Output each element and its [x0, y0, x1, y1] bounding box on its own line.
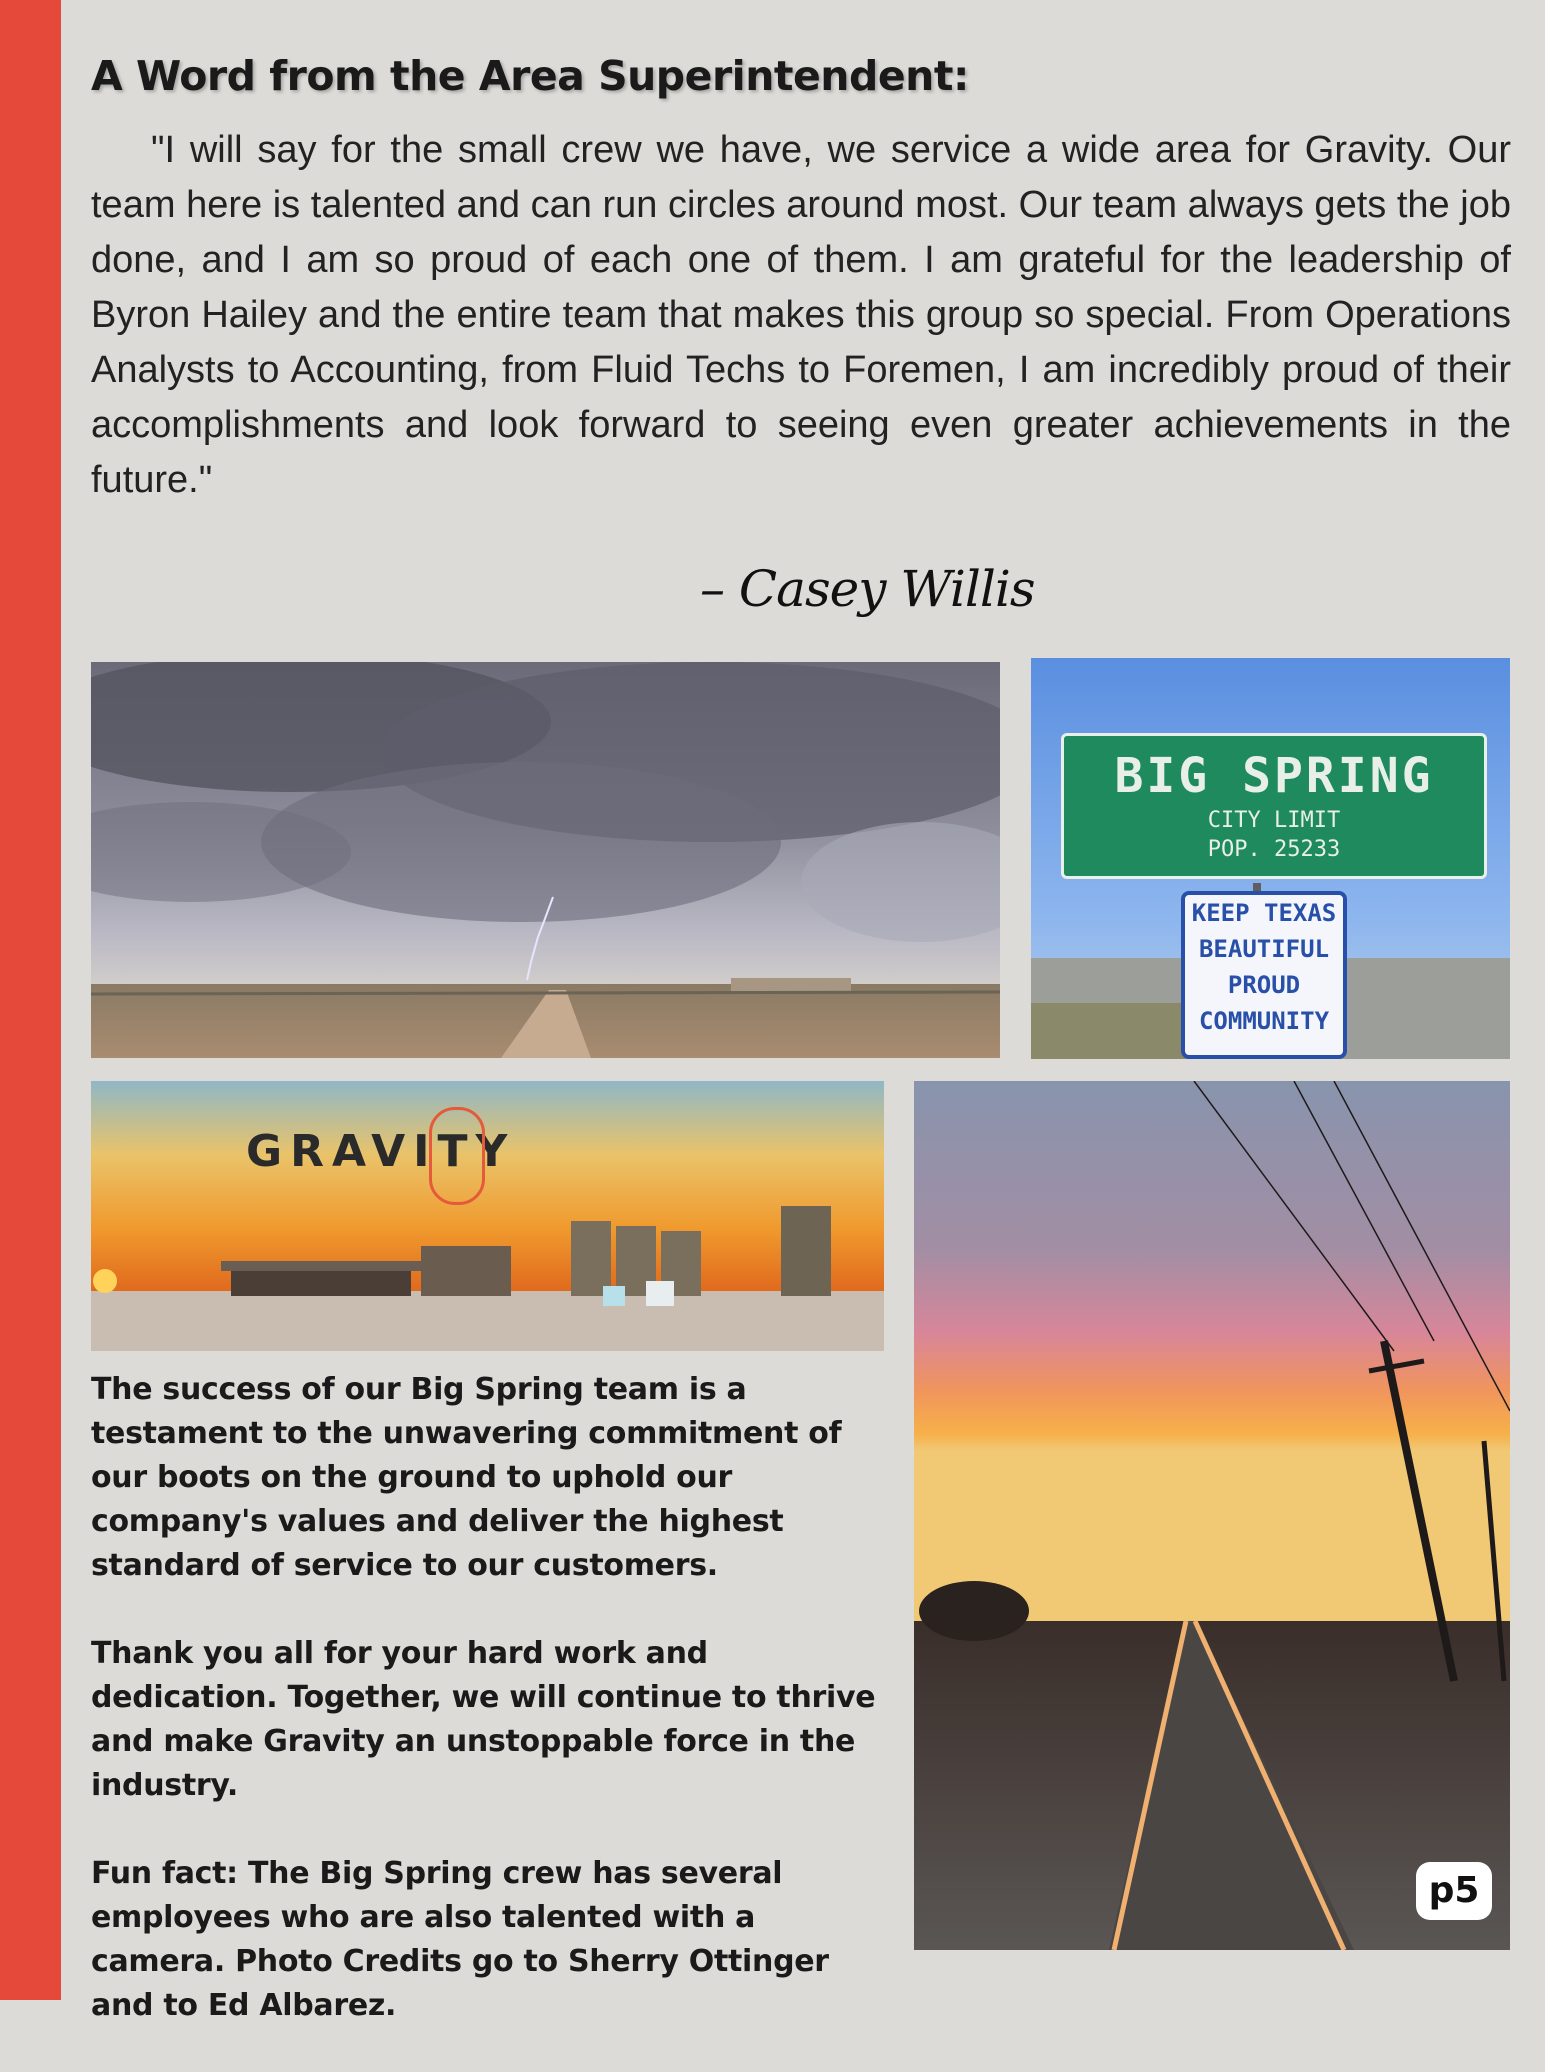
- body-paragraph-3: Fun fact: The Big Spring crew has several employees who are also talented with a camera. Photo Credits go to Sherry Ottinger and to Ed Albarez.: [91, 1856, 829, 2023]
- storm-image: [91, 662, 1000, 1058]
- city-name: BIG SPRING: [1114, 748, 1434, 804]
- small-sign-line-3: PROUD: [1227, 971, 1301, 999]
- city-limit-sign: [1061, 733, 1487, 879]
- city-limit-label: CITY LIMIT: [1207, 808, 1341, 833]
- city-sign-photo: [1031, 658, 1510, 1059]
- railroad-photo: [914, 1081, 1510, 1950]
- body-paragraph-1: The success of our Big Spring team is a testament to the unwavering commitment of our boots on the ground to uphold our company's values and deliver the highest standard of service to our customers.: [91, 1372, 842, 1583]
- article-heading: A Word from the Area Superintendent:: [91, 52, 969, 100]
- population-label: POP. 25233: [1207, 837, 1341, 862]
- small-sign-line-4: COMMUNITY: [1198, 1007, 1330, 1035]
- signature: – Casey Willis: [700, 560, 1035, 618]
- storm-photo: [91, 662, 1000, 1058]
- keep-texas-beautiful-sign: [1181, 891, 1347, 1059]
- small-sign-line-1: KEEP TEXAS: [1191, 899, 1337, 927]
- body-paragraph-2: Thank you all for your hard work and dedication. Together, we will continue to thrive and make Gravity an unstoppable force in the industry.: [91, 1636, 876, 1803]
- gravity-logo: GRAVITY: [246, 1126, 516, 1177]
- facility-image: [91, 1081, 884, 1351]
- facility-photo: [91, 1081, 884, 1351]
- small-sign-line-2: BEAUTIFUL: [1198, 935, 1330, 963]
- railroad-image: [914, 1081, 1510, 1950]
- gravity-logo-ring: [429, 1107, 485, 1205]
- page-number: p5: [1416, 1862, 1492, 1920]
- superintendent-quote: "I will say for the small crew we have, we service a wide area for Gravity. Our team here is talented and can run circles around most. Our team always gets the job done, and I am so proud of each one of them. I am grateful for the leadership of Byron Hailey and the entire team that makes this group so special. From Operations Analysts to Accounting, from Fluid Techs to Foremen, I am incredibly proud of their accomplishments and look forward to seeing even greater achievements in the future.": [91, 129, 1511, 501]
- accent-side-bar: [0, 0, 61, 2000]
- article-body: [91, 1368, 891, 2072]
